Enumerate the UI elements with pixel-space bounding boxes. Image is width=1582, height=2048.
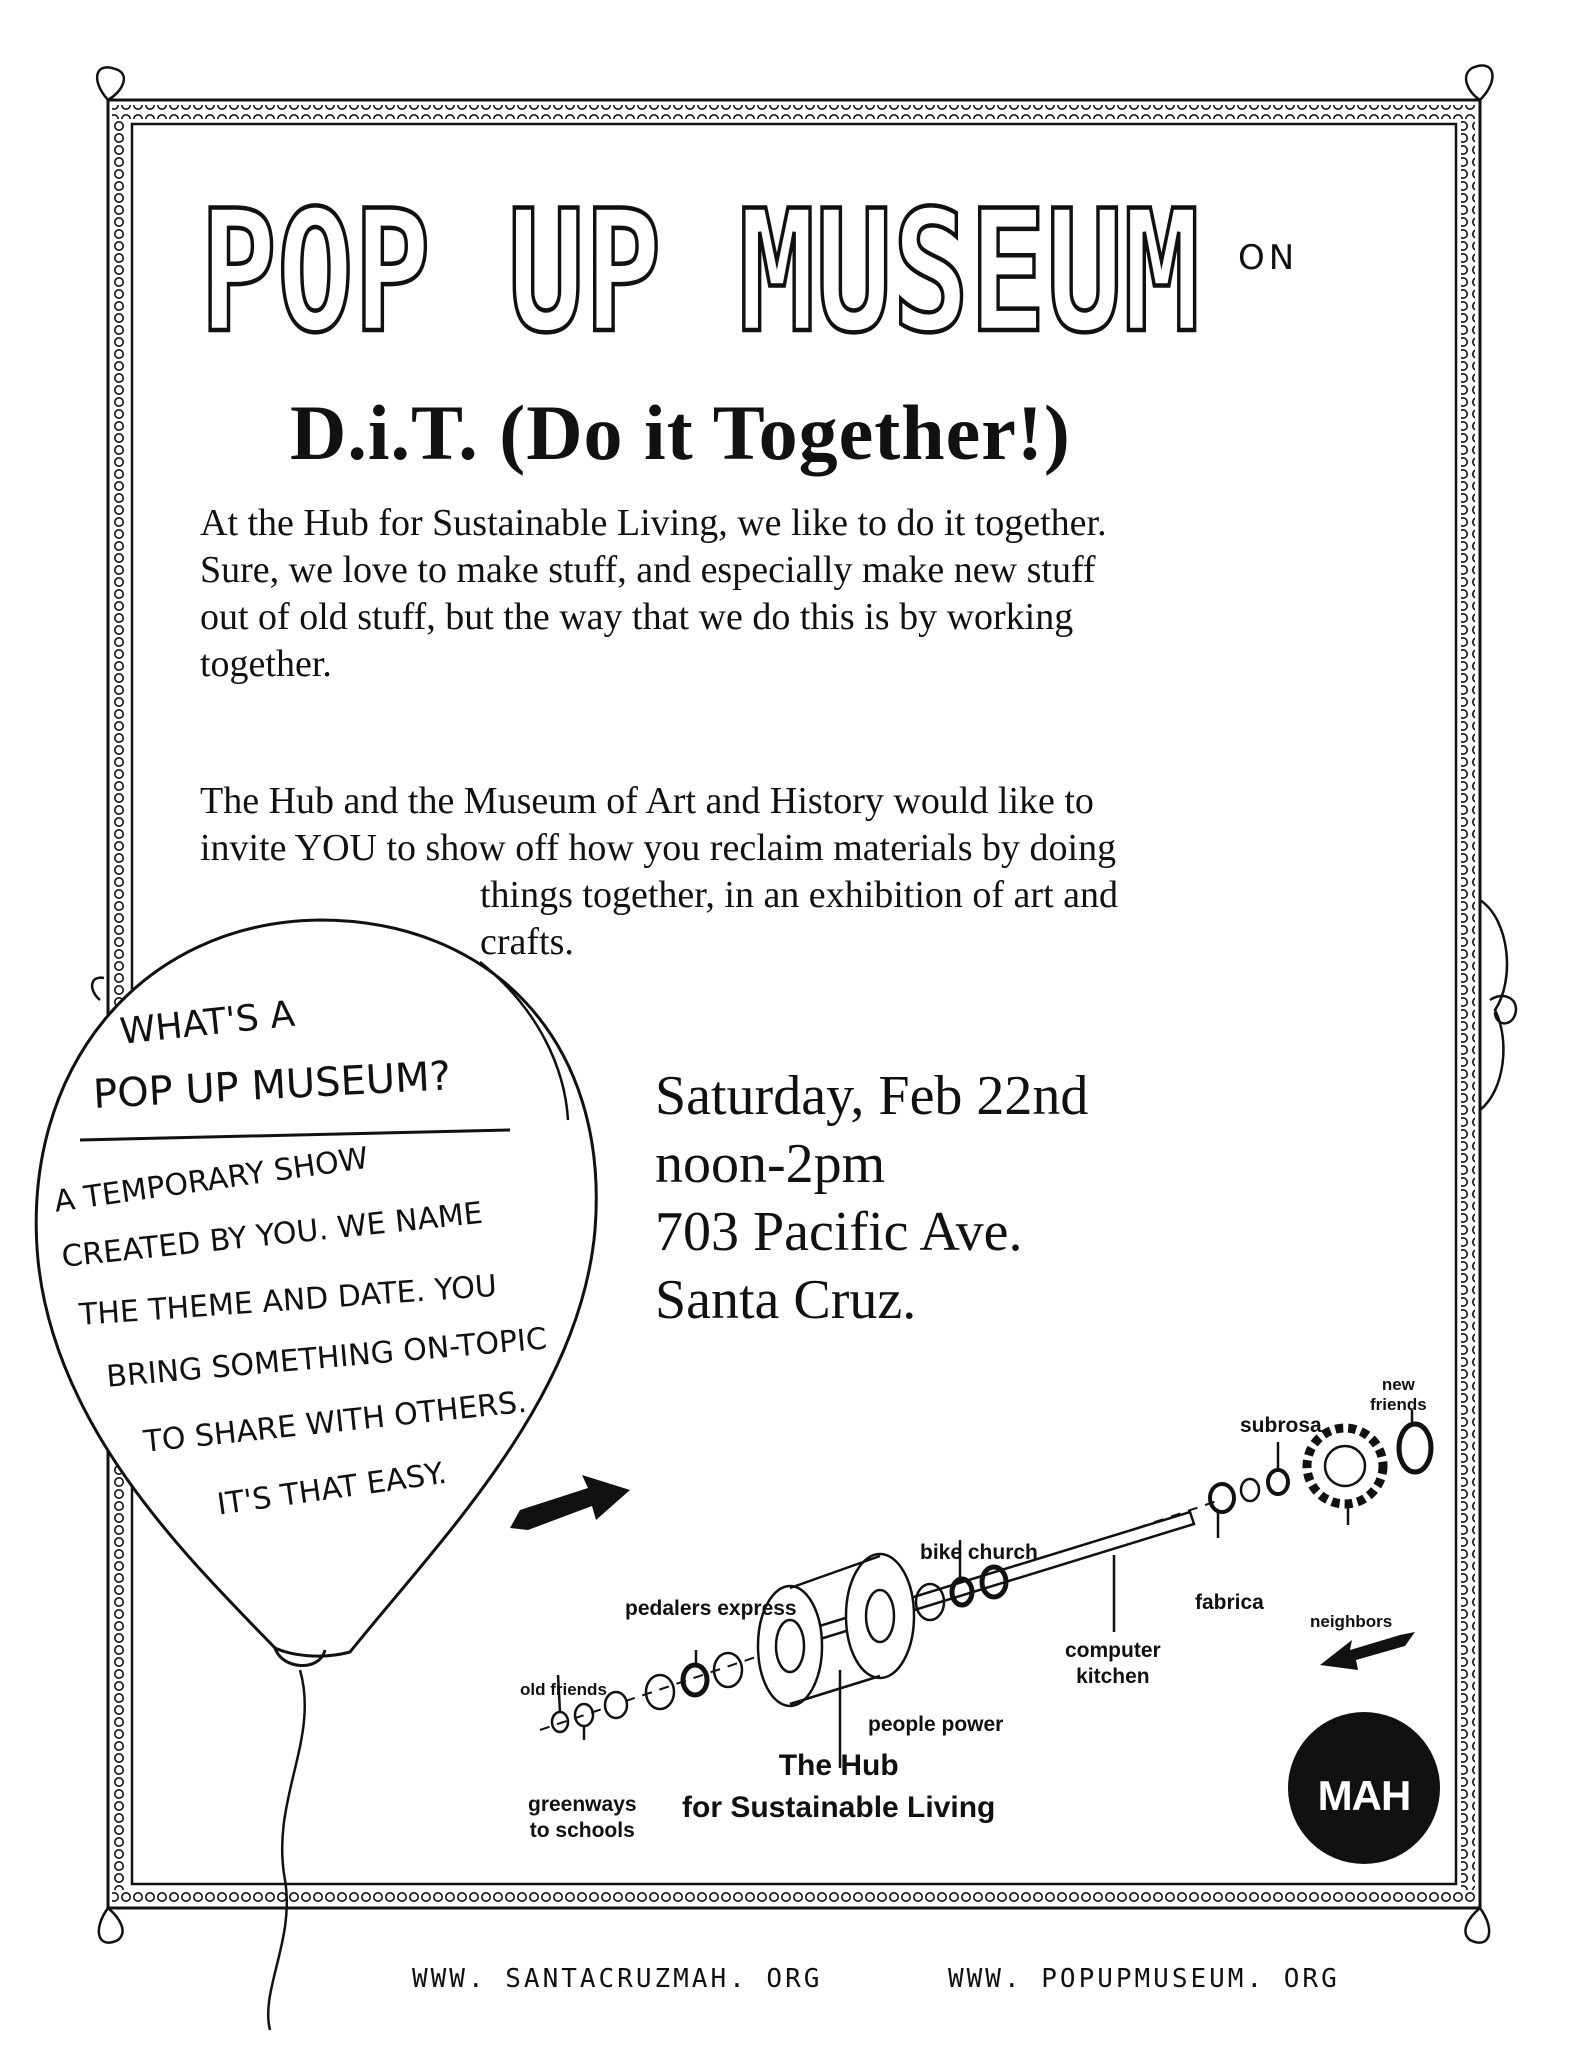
label-people-power: people power (868, 1713, 1004, 1736)
balloon-answer-line: CREATED BY YOU. WE NAME (60, 1195, 485, 1275)
label-greenways: greenways to schools (528, 1793, 637, 1842)
event-address: 703 Pacific Ave. (655, 1201, 1023, 1263)
label-computer-kitchen: computer kitchen (1065, 1639, 1161, 1688)
page-subtitle: D.i.T. (Do it Together!) (290, 389, 1071, 476)
footer-url-popupmuseum[interactable]: WWW. POPUPMUSEUM. ORG (948, 1964, 1340, 1994)
page-title-text: POP UP MUSEUM (200, 174, 1200, 360)
label-bike-church: bike church (920, 1541, 1038, 1564)
label-fabrica: fabrica (1195, 1591, 1264, 1614)
event-date: Saturday, Feb 22nd (655, 1065, 1089, 1127)
hub-name (682, 1745, 995, 1829)
balloon-question-line1: WHAT'S A (118, 993, 297, 1053)
balloon-answer-line: IT'S THAT EASY. (215, 1455, 449, 1523)
invite-paragraph: The Hub and the Museum of Art and History would like to invite YOU to show off how you reclaim materials by doing (200, 780, 1117, 869)
balloon-answer-line: BRING SOMETHING ON-TOPIC (105, 1321, 549, 1395)
balloon-question-line2: POP UP MUSEUM? (92, 1053, 452, 1118)
invite-paragraph-continued: things together, in an exhibition of art and crafts. (480, 874, 1119, 963)
label-neighbors: neighbors (1310, 1612, 1393, 1631)
label-subrosa: subrosa (1240, 1414, 1322, 1437)
hub-name-line1: The Hub (778, 1749, 899, 1782)
mah-logo-text: MAH (1317, 1772, 1411, 1819)
event-time: noon-2pm (655, 1133, 886, 1195)
label-new-friends: new friends (1370, 1375, 1427, 1414)
balloon-answer-line: THE THEME AND DATE. YOU (78, 1268, 498, 1333)
event-city: Santa Cruz. (655, 1269, 917, 1331)
title-on-word: ON (1238, 238, 1299, 278)
mah-logo (1288, 1712, 1440, 1864)
footer-url-santacruzmah[interactable]: WWW. SANTACRUZMAH. ORG (412, 1964, 823, 1994)
hub-name-line2: for Sustainable Living (682, 1791, 996, 1824)
intro-paragraph: At the Hub for Sustainable Living, we like to do it together. Sure, we love to make stuff, and especially make new stuff out of old stuff, but the way that we do this is by working together. (200, 502, 1107, 685)
event-details (655, 1062, 1088, 1334)
label-old-friends: old friends (520, 1680, 607, 1699)
balloon-answer-line: A TEMPORARY SHOW (52, 1140, 371, 1220)
label-pedalers-express: pedalers express (625, 1597, 797, 1620)
page-title (200, 160, 1210, 360)
balloon-answer-line: TO SHARE WITH OTHERS. (142, 1384, 529, 1460)
